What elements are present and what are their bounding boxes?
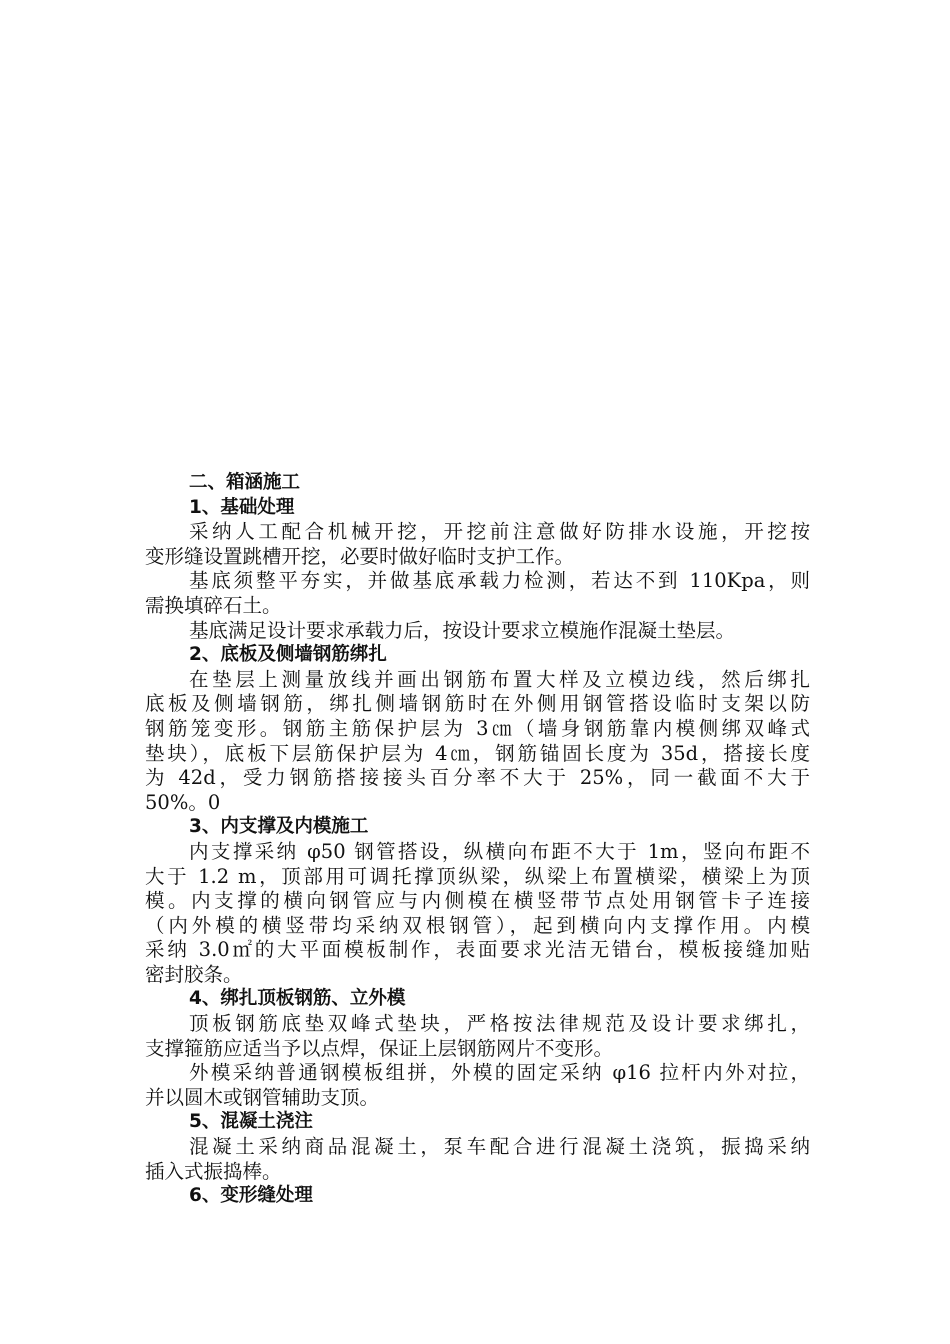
paragraph-line: 为 42d，受力钢筋搭接接头百分率不大于 25%，同一截面不大于 <box>145 766 810 790</box>
paragraph-line: 垫块），底板下层筋保护层为 4㎝，钢筋锚固长度为 35d，搭接长度 <box>145 741 810 765</box>
paragraph-line: 并以圆木或钢管辅助支顶。 <box>145 1085 380 1109</box>
paragraph-line: （内外模的横竖带均采纳双根钢管），起到横向内支撑作用。内模 <box>145 913 810 937</box>
paragraph-line: 基底须整平夯实，并做基底承载力检测，若达不到 110Kpa，则 <box>189 569 810 593</box>
subsection-heading: 5、混凝土浇注 <box>189 1111 313 1133</box>
paragraph-line: 需换填碎石土。 <box>145 593 282 617</box>
subsection-heading: 6、变形缝处理 <box>189 1185 313 1207</box>
paragraph-line: 支撑箍筋应适当予以点焊，保证上层钢筋网片不变形。 <box>145 1036 614 1060</box>
paragraph-line: 大于 1.2 m，顶部用可调托撑顶纵梁，纵梁上布置横梁，横梁上为顶 <box>145 864 810 888</box>
subsection <box>145 643 810 815</box>
paragraph <box>145 1012 810 1061</box>
paragraph-line: 采纳 3.0㎡的大平面模板制作，表面要求光洁无错台，模板接缝加贴 <box>145 938 810 962</box>
subsection-heading: 2、底板及侧墙钢筋绑扎 <box>189 644 387 666</box>
paragraph <box>145 520 810 569</box>
paragraph-line: 密封胶条。 <box>145 962 243 986</box>
section-title: 二、箱涵施工 <box>189 472 301 493</box>
paragraph-line: 外模采纳普通钢模板组拼，外模的固定采纳 φ16 拉杆内外对拉， <box>189 1061 810 1085</box>
subsection-heading: 4、绑扎顶板钢筋、立外模 <box>189 988 406 1010</box>
document-content <box>145 496 810 1209</box>
paragraph-line: 底板及侧墙钢筋，绑扎侧墙钢筋时在外侧用钢管搭设临时支架以防 <box>145 692 810 716</box>
paragraph <box>145 569 810 618</box>
paragraph-line: 顶板钢筋底垫双峰式垫块，严格按法律规范及设计要求绑扎， <box>189 1012 810 1036</box>
paragraph <box>145 619 810 644</box>
paragraph-line: 钢筋笼变形。钢筋主筋保护层为 3㎝（墙身钢筋靠内模侧绑双峰式 <box>145 716 810 740</box>
subsection <box>145 987 810 1110</box>
paragraph-line: 插入式振捣棒。 <box>145 1159 282 1183</box>
paragraph-line: 变形缝设置跳槽开挖，必要时做好临时支护工作。 <box>145 544 575 568</box>
subsection-heading: 3、内支撑及内模施工 <box>189 816 369 838</box>
paragraph <box>145 840 810 988</box>
paragraph <box>145 1135 810 1184</box>
subsection <box>145 1110 810 1184</box>
paragraph <box>145 668 810 816</box>
subsection-heading: 1、基础处理 <box>189 496 295 518</box>
paragraph-line: 内支撑采纳 φ50 钢管搭设，纵横向布距不大于 1m，竖向布距不 <box>189 839 810 863</box>
paragraph-line: 模。内支撑的横向钢管应与内侧模在横竖带节点处用钢管卡子连接 <box>145 889 810 913</box>
document-body <box>145 471 810 1209</box>
paragraph-line: 50%。0 <box>145 790 221 814</box>
paragraph-line: 基底满足设计要求承载力后，按设计要求立模施作混凝土垫层。 <box>189 618 736 642</box>
paragraph-line: 混凝土采纳商品混凝土，泵车配合进行混凝土浇筑，振捣采纳 <box>189 1135 810 1159</box>
paragraph-line: 在垫层上测量放线并画出钢筋布置大样及立模边线，然后绑扎 <box>189 667 810 691</box>
subsection <box>145 1184 810 1209</box>
paragraph <box>145 1061 810 1110</box>
subsection <box>145 815 810 987</box>
paragraph-line: 采纳人工配合机械开挖，开挖前注意做好防排水设施，开挖按 <box>189 520 810 544</box>
subsection <box>145 496 810 644</box>
